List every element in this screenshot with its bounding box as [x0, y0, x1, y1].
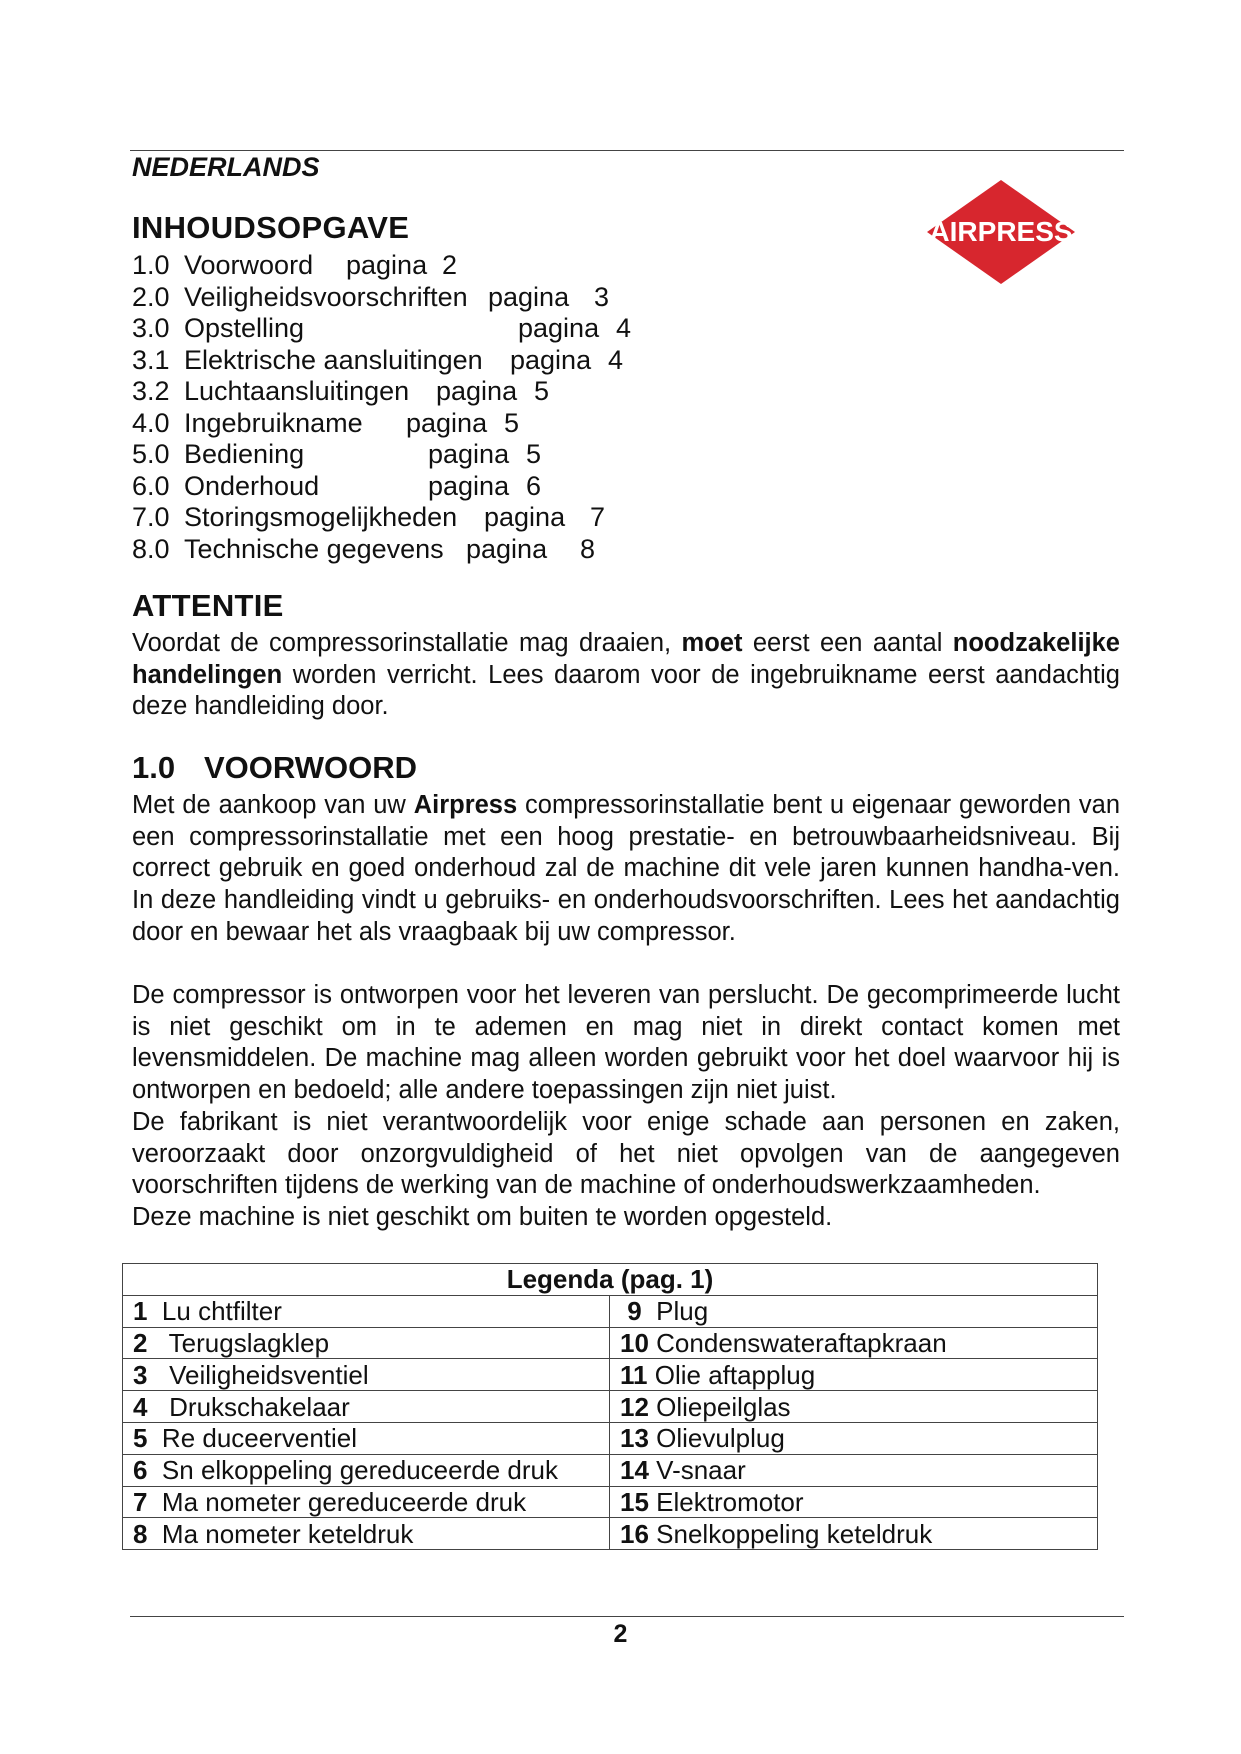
legend-title: Legenda (pag. 1) — [123, 1264, 1098, 1296]
toc-item-page-word: pagina — [510, 344, 592, 375]
toc-item-page: 6 — [526, 470, 542, 501]
voorwoord-paragraph-2: De compressor is ontworpen voor het leveren van perslucht. De gecomprimeerde lucht is niet geschikt om in te ademen en mag niet in direkt contact komen met levensmiddelen. De machine mag alleen worden gebruikt voor het doel waarvoor hij is ontworpen en bedoeld; alle andere toepassingen zijn niet juist. De fabrikant is niet verantwoordelijk voor enige schade aan personen en zaken, veroorzaakt door onzorgvuldigheid of het niet opvolgen van de aangegeven voorschriften tijdens de werking van de machine of onderhoudswerkzaamheden. Deze machine is niet geschikt om buiten te worden opgesteld. — [132, 981, 1120, 1231]
legend-cell: 8 Ma nometer keteldruk — [123, 1518, 610, 1550]
legend-cell: 4 Drukschakelaar — [123, 1391, 610, 1423]
legend-cell: 16 Snelkoppeling keteldruk — [610, 1518, 1098, 1550]
toc-item-page-word: pagina — [466, 533, 548, 564]
toc-item-page: 5 — [526, 439, 542, 469]
section-number: 1.0 — [132, 750, 176, 785]
attentie-title: ATTENTIE — [132, 588, 284, 623]
table-row — [123, 1295, 1098, 1327]
language-label: NEDERLANDS — [132, 152, 320, 182]
legend-cell: 11 Olie aftapplug — [610, 1359, 1098, 1391]
header-rule — [130, 150, 1124, 151]
footer-rule — [130, 1616, 1124, 1617]
voorwoord-heading — [132, 750, 417, 786]
legend-cell: 5 Re duceerventiel — [123, 1422, 610, 1454]
toc-title: INHOUDSOPGAVE — [132, 210, 410, 245]
toc-item-page-word: pagina — [518, 313, 600, 343]
toc-item-label: Voorwoord — [184, 250, 314, 280]
legend-cell: 7 Ma nometer gereduceerde druk — [123, 1486, 610, 1518]
toc-item-page: 4 — [608, 344, 624, 375]
toc-item-label: Onderhoud — [184, 470, 320, 501]
legend-cell: 1 Lu chtfilter — [123, 1295, 610, 1327]
legend-cell: 3 Veiligheidsventiel — [123, 1359, 610, 1391]
toc-item-label: Storingsmogelijkheden — [184, 502, 458, 532]
toc-item-number: 6.0 — [132, 470, 170, 501]
toc-item-number: 3.1 — [132, 344, 170, 375]
table-row — [123, 1327, 1098, 1359]
table-row — [123, 1486, 1098, 1518]
toc-item-page: 8 — [580, 533, 596, 564]
table-row — [123, 1454, 1098, 1486]
toc-item-number: 4.0 — [132, 407, 170, 438]
toc-item-label: Elektrische aansluitingen — [184, 344, 483, 375]
toc-item-number: 3.0 — [132, 313, 170, 343]
toc-item-page: 4 — [616, 313, 632, 343]
toc-item-page: 3 — [594, 281, 610, 312]
toc-item-number: 1.0 — [132, 250, 170, 280]
toc-item-page-word: pagina — [406, 407, 488, 438]
voorwoord-paragraph-1: Met de aankoop van uw Airpress compressorinstallatie bent u eigenaar geworden van een compressorinstallatie met een hoog prestatie- en betrouwbaarheidsniveau. Bij correct gebruik en goed onderhoud zal de machine dit vele jaren kunnen handha-ven. In deze handleiding vindt u gebruiks- en onderhoudsvoorschriften. Lees het aandachtig door en bewaar het als vraagbaak bij uw compressor. — [132, 791, 1120, 946]
attentie-text: Voordat de compressorinstallatie mag draaien, moet eerst een aantal noodzakelijke handelingen worden verricht. Lees daarom voor de ingebruikname eerst aandachtig deze handleiding door. — [132, 629, 1120, 721]
toc-item-page: 5 — [534, 376, 550, 406]
legend-cell: 6 Sn elkoppeling gereduceerde druk — [123, 1454, 610, 1486]
legend-cell: 12 Oliepeilglas — [610, 1391, 1098, 1423]
table-row — [123, 1518, 1098, 1550]
toc-item-page-word: pagina — [346, 250, 428, 280]
legend-cell: 9 Plug — [610, 1295, 1098, 1327]
toc-item-page: 5 — [504, 407, 520, 438]
toc-item-label: Veiligheidsvoorschriften — [184, 281, 468, 312]
toc-item-page-word: pagina — [428, 470, 510, 501]
toc-item-number: 3.2 — [132, 376, 170, 406]
table-row — [123, 1422, 1098, 1454]
legend-cell: 15 Elektromotor — [610, 1486, 1098, 1518]
toc-item-label: Ingebruikname — [184, 407, 363, 438]
legend-table — [122, 1263, 1098, 1550]
legend-cell: 2 Terugslagklep — [123, 1327, 610, 1359]
toc-item-page: 7 — [590, 502, 606, 532]
legend-cell: 13 Olievulplug — [610, 1422, 1098, 1454]
table-row — [123, 1359, 1098, 1391]
legend-cell: 10 Condenswateraftapkraan — [610, 1327, 1098, 1359]
toc-item-label: Opstelling — [184, 313, 305, 343]
toc-item-page-word: pagina — [436, 376, 518, 406]
toc-item-label: Bediening — [184, 439, 305, 469]
toc-item-label: Technische gegevens — [184, 533, 444, 564]
logo-text: AIRPRESS — [929, 216, 1073, 247]
toc-item-number: 2.0 — [132, 281, 170, 312]
toc-item-page-word: pagina — [488, 281, 570, 312]
airpress-logo — [925, 178, 1077, 286]
table-row — [123, 1391, 1098, 1423]
toc-item-number: 7.0 — [132, 502, 170, 532]
toc-item-page-word: pagina — [484, 502, 566, 532]
legend-cell: 14 V-snaar — [610, 1454, 1098, 1486]
toc-item-page: 2 — [442, 250, 458, 280]
toc-item-number: 8.0 — [132, 533, 170, 564]
section-title: VOORWOORD — [204, 750, 417, 785]
toc-item-number: 5.0 — [132, 439, 170, 469]
page-number: 2 — [613, 1620, 628, 1648]
toc-item-page-word: pagina — [428, 439, 510, 469]
toc-item-label: Luchtaansluitingen — [184, 376, 410, 406]
